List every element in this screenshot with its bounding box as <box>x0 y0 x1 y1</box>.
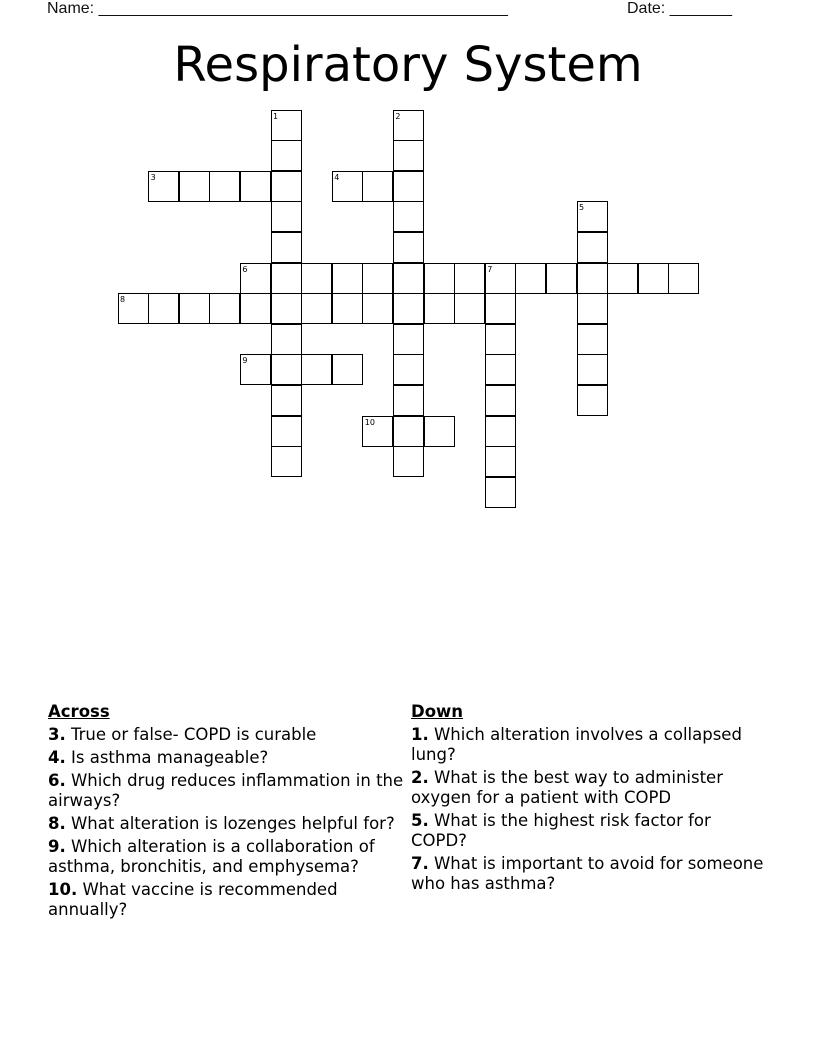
clue-down <box>411 725 771 765</box>
crossword-cell[interactable] <box>546 263 577 294</box>
down-clues <box>411 702 771 897</box>
crossword-cell[interactable] <box>362 171 393 202</box>
crossword-cell[interactable] <box>485 354 516 385</box>
crossword-cell[interactable] <box>271 416 302 447</box>
crossword-cell[interactable] <box>424 263 455 294</box>
crossword-cell[interactable] <box>577 232 608 263</box>
crossword-cell[interactable] <box>485 293 516 324</box>
crossword-cell[interactable] <box>301 263 332 294</box>
crossword-cell[interactable] <box>271 293 302 324</box>
date-line[interactable]: Date: _______ <box>627 0 732 17</box>
crossword-cell[interactable] <box>271 140 302 171</box>
clue-text: True or false- COPD is curable <box>65 725 317 744</box>
clue-across <box>48 837 408 877</box>
clue-number-label: 6 <box>242 264 248 274</box>
clue-down <box>411 854 771 894</box>
crossword-cell[interactable] <box>179 293 210 324</box>
crossword-cell[interactable] <box>577 354 608 385</box>
crossword-cell[interactable] <box>179 171 210 202</box>
clue-number-label: 10 <box>364 417 375 427</box>
crossword-cell[interactable] <box>148 293 179 324</box>
clue-number: 9. <box>48 837 66 856</box>
crossword-cell[interactable] <box>393 446 424 477</box>
crossword-cell[interactable] <box>393 201 424 232</box>
clue-number: 1. <box>411 725 429 744</box>
crossword-cell[interactable] <box>485 385 516 416</box>
crossword-cell[interactable] <box>424 293 455 324</box>
clue-text: Which drug reduces inflammation in the airways? <box>48 771 404 810</box>
clue-text: What is the best way to administer oxygen for a patient with COPD <box>411 768 723 807</box>
crossword-cell[interactable] <box>577 293 608 324</box>
clue-number: 2. <box>411 768 429 787</box>
clue-text: Which alteration involves a collapsed lung? <box>411 725 742 764</box>
crossword-cell[interactable] <box>362 263 393 294</box>
crossword-cell[interactable] <box>301 293 332 324</box>
crossword-grid <box>0 0 816 520</box>
clue-text: What is the highest risk factor for COPD? <box>411 811 711 850</box>
crossword-cell[interactable] <box>607 263 638 294</box>
clue-text: What alteration is lozenges helpful for? <box>65 814 395 833</box>
crossword-cell[interactable] <box>332 354 363 385</box>
clue-text: What vaccine is recommended annually? <box>48 880 338 919</box>
clue-number-label: 8 <box>120 295 126 305</box>
crossword-cell[interactable] <box>271 324 302 355</box>
clue-number-label: 5 <box>579 203 585 213</box>
clue-text: Is asthma manageable? <box>65 748 269 767</box>
name-line[interactable]: Name: ______________________________________________ <box>47 0 508 17</box>
crossword-cell[interactable] <box>240 293 271 324</box>
across-clues <box>48 702 408 923</box>
crossword-cell[interactable] <box>209 293 240 324</box>
crossword-cell[interactable] <box>393 293 424 324</box>
clue-across <box>48 748 408 768</box>
clue-number-label: 4 <box>334 172 340 182</box>
clue-down <box>411 768 771 808</box>
crossword-cell[interactable] <box>393 416 424 447</box>
clue-number-label: 2 <box>395 111 401 121</box>
clue-number: 8. <box>48 814 66 833</box>
clue-number: 4. <box>48 748 66 767</box>
page-title: Respiratory System <box>173 37 643 93</box>
clue-number: 5. <box>411 811 429 830</box>
across-heading: Across <box>48 702 110 721</box>
crossword-cell[interactable] <box>485 446 516 477</box>
crossword-cell[interactable] <box>301 354 332 385</box>
crossword-cell[interactable] <box>393 385 424 416</box>
clue-number: 3. <box>48 725 66 744</box>
crossword-cell[interactable] <box>485 416 516 447</box>
crossword-cell[interactable] <box>332 263 363 294</box>
crossword-cell[interactable] <box>393 263 424 294</box>
crossword-cell[interactable] <box>332 293 363 324</box>
clue-down <box>411 811 771 851</box>
crossword-cell[interactable] <box>515 263 546 294</box>
down-heading: Down <box>411 702 464 721</box>
clue-across <box>48 814 408 834</box>
crossword-cell[interactable] <box>209 171 240 202</box>
clue-number: 6. <box>48 771 66 790</box>
crossword-cell[interactable] <box>271 446 302 477</box>
crossword-cell[interactable] <box>271 232 302 263</box>
crossword-cell[interactable] <box>485 477 516 508</box>
crossword-cell[interactable] <box>393 140 424 171</box>
clue-number-label: 3 <box>150 172 156 182</box>
clue-across <box>48 771 408 811</box>
clue-across <box>48 880 408 920</box>
clue-number: 7. <box>411 854 429 873</box>
crossword-cell[interactable] <box>362 293 393 324</box>
crossword-cell[interactable] <box>577 385 608 416</box>
crossword-cell[interactable] <box>577 324 608 355</box>
crossword-cell[interactable] <box>271 385 302 416</box>
crossword-cell[interactable] <box>271 354 302 385</box>
crossword-cell[interactable] <box>577 263 608 294</box>
crossword-cell[interactable] <box>638 263 669 294</box>
crossword-cell[interactable] <box>393 171 424 202</box>
clue-number: 10. <box>48 880 78 899</box>
clue-number-label: 9 <box>242 356 248 366</box>
crossword-cell[interactable] <box>485 324 516 355</box>
crossword-cell[interactable] <box>424 416 455 447</box>
clue-number-label: 1 <box>273 111 279 121</box>
crossword-cell[interactable] <box>271 201 302 232</box>
crossword-cell[interactable] <box>454 263 485 294</box>
crossword-cell[interactable] <box>240 171 271 202</box>
crossword-cell[interactable] <box>393 354 424 385</box>
clue-text: What is important to avoid for someone who has asthma? <box>411 854 764 893</box>
clue-text: Which alteration is a collaboration of asthma, bronchitis, and emphysema? <box>48 837 375 876</box>
clue-across <box>48 725 408 745</box>
clue-number-label: 7 <box>487 264 493 274</box>
crossword-cell[interactable] <box>668 263 699 294</box>
crossword-cell[interactable] <box>271 171 302 202</box>
crossword-cell[interactable] <box>393 324 424 355</box>
crossword-cell[interactable] <box>454 293 485 324</box>
crossword-cell[interactable] <box>393 232 424 263</box>
crossword-cell[interactable] <box>271 263 302 294</box>
